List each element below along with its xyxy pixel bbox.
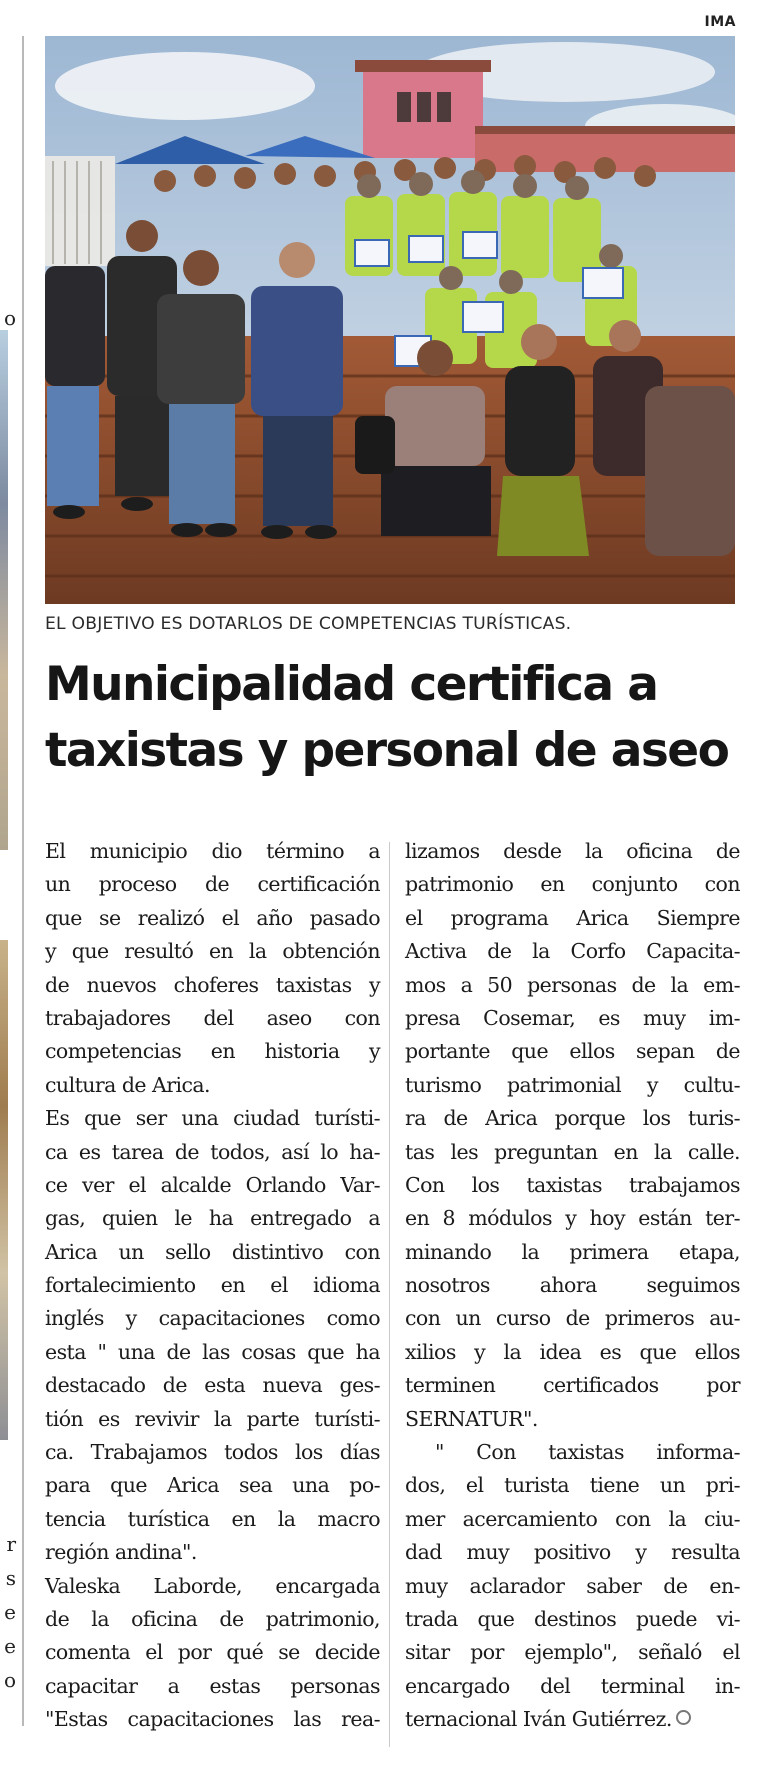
body-line: dos, el turista tiene un pri- (405, 1473, 740, 1498)
body-line: un proceso de certificación (45, 872, 380, 897)
body-line: El municipio dio término a (45, 839, 380, 863)
body-line: ca es tarea de todos, así lo ha- (45, 1139, 380, 1164)
body-line: fortalecimiento en el idioma (45, 1273, 380, 1298)
article-headline (45, 652, 745, 784)
adjacent-photo-strip-2 (0, 940, 8, 1440)
body-line: portante que ellos sepan de (405, 1039, 740, 1064)
body-line: tencia turística en la macro (45, 1506, 380, 1531)
body-line: turismo patrimonial y cultu- (405, 1072, 740, 1097)
body-line: sitar por ejemplo", señaló el (405, 1640, 740, 1665)
body-line: y que resultó en la obtención (45, 939, 380, 964)
margin-fragment: s (5, 1566, 16, 1590)
end-of-article-icon (676, 1710, 691, 1725)
body-line: mos a 50 personas de la em- (405, 972, 740, 997)
body-line: xilios y la idea es que ellos (405, 1339, 740, 1364)
photo-caption: EL OBJETIVO ES DOTARLOS DE COMPETENCIAS TURÍSTICAS. (45, 614, 572, 634)
body-line: de la oficina de patrimonio, (45, 1606, 380, 1631)
body-line: en 8 módulos y hoy están ter- (405, 1206, 740, 1231)
body-line: dad muy positivo y resulta (405, 1540, 740, 1565)
body-line: minando la primera etapa, (405, 1239, 740, 1264)
body-line: región andina". (45, 1540, 197, 1565)
body-line: Activa de la Corfo Capacita- (405, 939, 740, 964)
body-line: ce ver el alcalde Orlando Var- (45, 1172, 380, 1197)
body-line: trada que destinos puede vi- (405, 1606, 740, 1631)
margin-fragment: e (4, 1634, 16, 1658)
headline-line-2: taxistas y personal de aseo (45, 723, 729, 778)
body-line: comenta el por qué se decide (45, 1640, 380, 1665)
article-photo (45, 36, 735, 604)
article-column-2 (405, 835, 740, 1737)
body-line: mer acercamiento con la ciu- (405, 1506, 740, 1531)
section-tag: IMA (704, 14, 736, 30)
body-line: trabajadores del aseo con (45, 1005, 380, 1030)
body-line: inglés y capacitaciones como (45, 1306, 380, 1331)
adjacent-page-margin (0, 0, 26, 1784)
body-line: de nuevos choferes taxistas y (45, 972, 380, 997)
column-divider (389, 842, 390, 1747)
body-line: patrimonio en conjunto con (405, 872, 740, 897)
body-line: destacado de esta nueva ges- (45, 1373, 380, 1398)
margin-fragment: e (4, 1600, 16, 1624)
body-line: terminen certificados por (405, 1373, 740, 1398)
body-line-text: ternacional Iván Gutiérrez. (405, 1707, 672, 1732)
adjacent-photo-strip (0, 330, 8, 850)
margin-fragment: o (3, 306, 16, 330)
body-line: " Con taxistas informa- (435, 1440, 740, 1465)
body-line: encargado del terminal in- (405, 1673, 740, 1698)
body-line: nosotros ahora seguimos (405, 1273, 740, 1298)
body-line: tas les preguntan en la calle. (405, 1139, 740, 1164)
body-line: Es que ser una ciudad turísti- (45, 1106, 380, 1131)
body-line-last (405, 1703, 740, 1736)
body-line: con un curso de primeros au- (405, 1306, 740, 1331)
article-column-1 (45, 835, 380, 1737)
body-line: ca. Trabajamos todos los días (45, 1440, 380, 1465)
margin-rule (22, 36, 24, 1726)
body-line: lizamos desde la oficina de (405, 839, 740, 863)
body-line: Arica un sello distintivo con (45, 1239, 380, 1264)
body-line: Con los taxistas trabajamos (405, 1172, 740, 1197)
body-line: el programa Arica Siempre (405, 905, 740, 930)
body-line: para que Arica sea una po- (45, 1473, 380, 1498)
body-line: capacitar a estas personas (45, 1673, 380, 1698)
body-line: muy aclarador saber de en- (405, 1573, 740, 1598)
margin-fragment: r (6, 1532, 16, 1556)
body-line: competencias en historia y (45, 1039, 380, 1064)
margin-fragment: o (3, 1668, 16, 1692)
body-line: tión es revivir la parte turísti- (45, 1406, 380, 1431)
group-photo-illustration (45, 36, 735, 604)
body-line: cultura de Arica. (45, 1072, 211, 1097)
body-line: Valeska Laborde, encargada (45, 1573, 380, 1598)
body-line: ra de Arica porque los turis- (405, 1106, 740, 1131)
body-line: gas, quien le ha entregado a (45, 1206, 380, 1231)
body-line: que se realizó el año pasado (45, 905, 380, 930)
headline-line-1: Municipalidad certifica a (45, 657, 658, 712)
body-line: SERNATUR". (405, 1406, 538, 1431)
body-line: "Estas capacitaciones las rea- (45, 1707, 380, 1732)
body-line: esta " una de las cosas que ha (45, 1339, 380, 1364)
body-line: presa Cosemar, es muy im- (405, 1005, 740, 1030)
